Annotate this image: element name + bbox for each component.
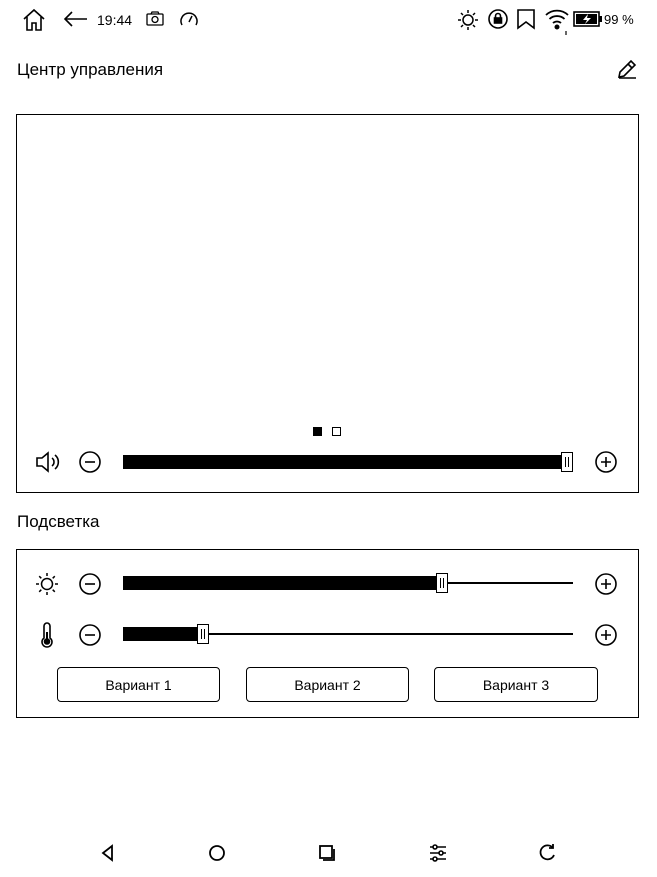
preset-1-button[interactable]: Вариант 1 [57,667,220,702]
warmth-slider-fill [123,627,203,641]
brightness-decrease-button[interactable] [78,572,102,596]
status-time: 19:44 [97,12,133,28]
status-bar [0,0,657,40]
screenshot-icon[interactable] [146,11,164,27]
page-indicator-active[interactable] [313,427,322,436]
nav-refresh-icon[interactable] [537,843,557,863]
pencil-icon[interactable] [616,58,638,80]
home-icon[interactable] [21,7,47,33]
nav-back-icon[interactable] [98,843,118,863]
volume-slider-fill [123,455,567,469]
brightness-icon [35,572,59,596]
brightness-icon[interactable] [457,9,479,31]
page-title: Центр управления [17,60,164,79]
warmth-decrease-button[interactable] [78,623,102,647]
nav-home-icon[interactable] [207,843,227,863]
battery-charging-icon [573,11,603,27]
nav-settings-sliders-icon[interactable] [427,842,449,864]
preset-3-button[interactable]: Вариант 3 [434,667,598,702]
brightness-slider-thumb[interactable] [436,573,448,593]
quick-settings-panel [16,114,639,493]
thermometer-icon [38,622,56,648]
page-indicator-inactive[interactable] [332,427,341,436]
warmth-slider-thumb[interactable] [197,624,209,644]
brightness-increase-button[interactable] [594,572,618,596]
nav-recents-icon[interactable] [317,843,337,863]
sync-lock-icon[interactable] [487,8,509,30]
warmth-increase-button[interactable] [594,623,618,647]
back-arrow-icon[interactable] [62,9,88,29]
volume-slider[interactable] [123,453,573,471]
volume-slider-thumb[interactable] [561,452,573,472]
speedometer-icon[interactable] [179,10,199,28]
brightness-slider[interactable] [123,574,573,592]
volume-icon [35,450,61,474]
volume-decrease-button[interactable] [78,450,102,474]
brightness-slider-fill [123,576,442,590]
wifi-icon[interactable] [544,7,570,35]
preset-2-button[interactable]: Вариант 2 [246,667,409,702]
battery-level: 99 % [604,12,634,27]
bookmark-icon[interactable] [516,8,536,30]
volume-increase-button[interactable] [594,450,618,474]
warmth-slider[interactable] [123,625,573,643]
backlight-title: Подсветка [17,512,100,531]
